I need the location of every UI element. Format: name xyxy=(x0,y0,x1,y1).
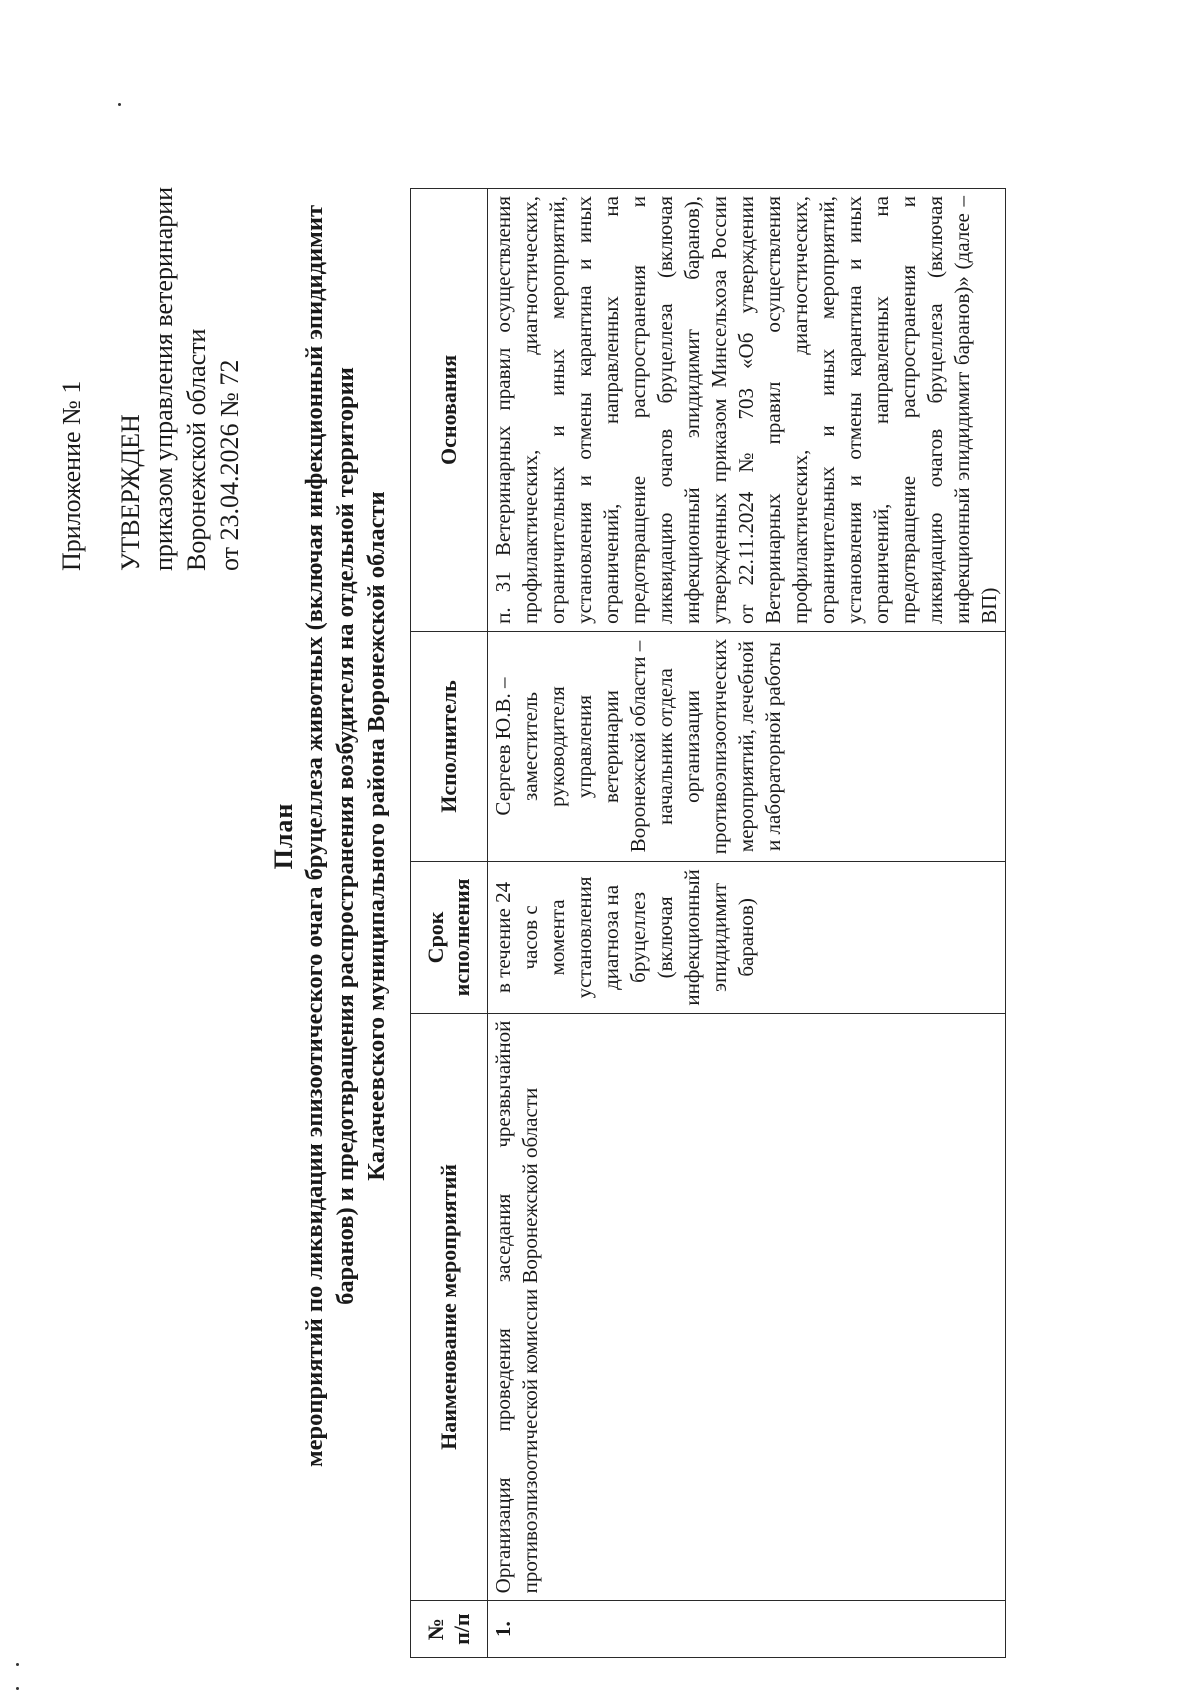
annex-label: Приложение № 1 xyxy=(57,380,86,571)
header-num: № п/п xyxy=(411,1601,488,1658)
table-row xyxy=(488,189,1006,1658)
document-title xyxy=(268,146,392,1526)
title-line-2: баранов) и предотвращения распространения возбудителя на отдельной территории xyxy=(332,367,359,1305)
row-basis: п. 31 Ветеринарных правил осуществления профилактических, диагностических, ограничительных и иных мероприятий, установления и отмены карантина и иных ограничений, направленных на предотвращение распространения и ликвидацию очагов бруцеллеза (включая инфекционный эпидидимит баранов), утвержденных приказом Минсельхоза России от 22.11.2024 № 703 «Об утверждении Ветеринарных правил осуществления профилактических, диагностических, ограничительных и иных мероприятий, установления и отмены карантина и иных ограничений, направленных на предотвращение распространения и ликвидацию очагов бруцеллеза (включая инфекционный эпидидимит баранов)» (далее – ВП) xyxy=(488,189,1006,632)
header-name: Наименование мероприятий xyxy=(411,1013,488,1601)
header-basis: Основания xyxy=(411,189,488,632)
table-header-row xyxy=(411,189,488,1658)
title-line-3: Калачеевского муниципального района Воронежской области xyxy=(363,491,390,1181)
row-executor: Сергеев Ю.В. – заместитель руководителя управления ветеринарии Воронежской области – начальник отдела организации противоэпизоотических мероприятий, лечебной и лабораторной работы xyxy=(488,631,1006,861)
scan-speck xyxy=(16,1663,19,1666)
row-name: Организация проведения заседания чрезвычайной противоэпизоотической комиссии Воронежской области xyxy=(488,1013,1006,1601)
approval-region-line: Воронежской области xyxy=(182,328,211,571)
title-line-1: мероприятий по ликвидации эпизоотического очага бруцеллеза животных (включая инфекционный эпидидимит xyxy=(301,204,328,1468)
row-term: в течение 24 часов с момента установления диагноза на бруцеллез (включая инфекционный эпидидимит баранов) xyxy=(488,862,1006,1013)
approved-label: УТВЕРЖДЕН xyxy=(116,414,145,571)
scan-speck xyxy=(118,103,121,106)
measures-table xyxy=(410,188,1006,1658)
title-heading: План xyxy=(269,802,298,870)
header-executor: Исполнитель xyxy=(411,631,488,861)
scan-speck xyxy=(16,1687,19,1690)
approval-block xyxy=(55,111,246,571)
approval-date-line: от 23.04.2026 № 72 xyxy=(215,359,244,571)
approval-order-line: приказом управления ветеринарии xyxy=(149,186,178,571)
header-term: Срок исполнения xyxy=(411,862,488,1013)
row-num: 1. xyxy=(488,1601,1006,1658)
